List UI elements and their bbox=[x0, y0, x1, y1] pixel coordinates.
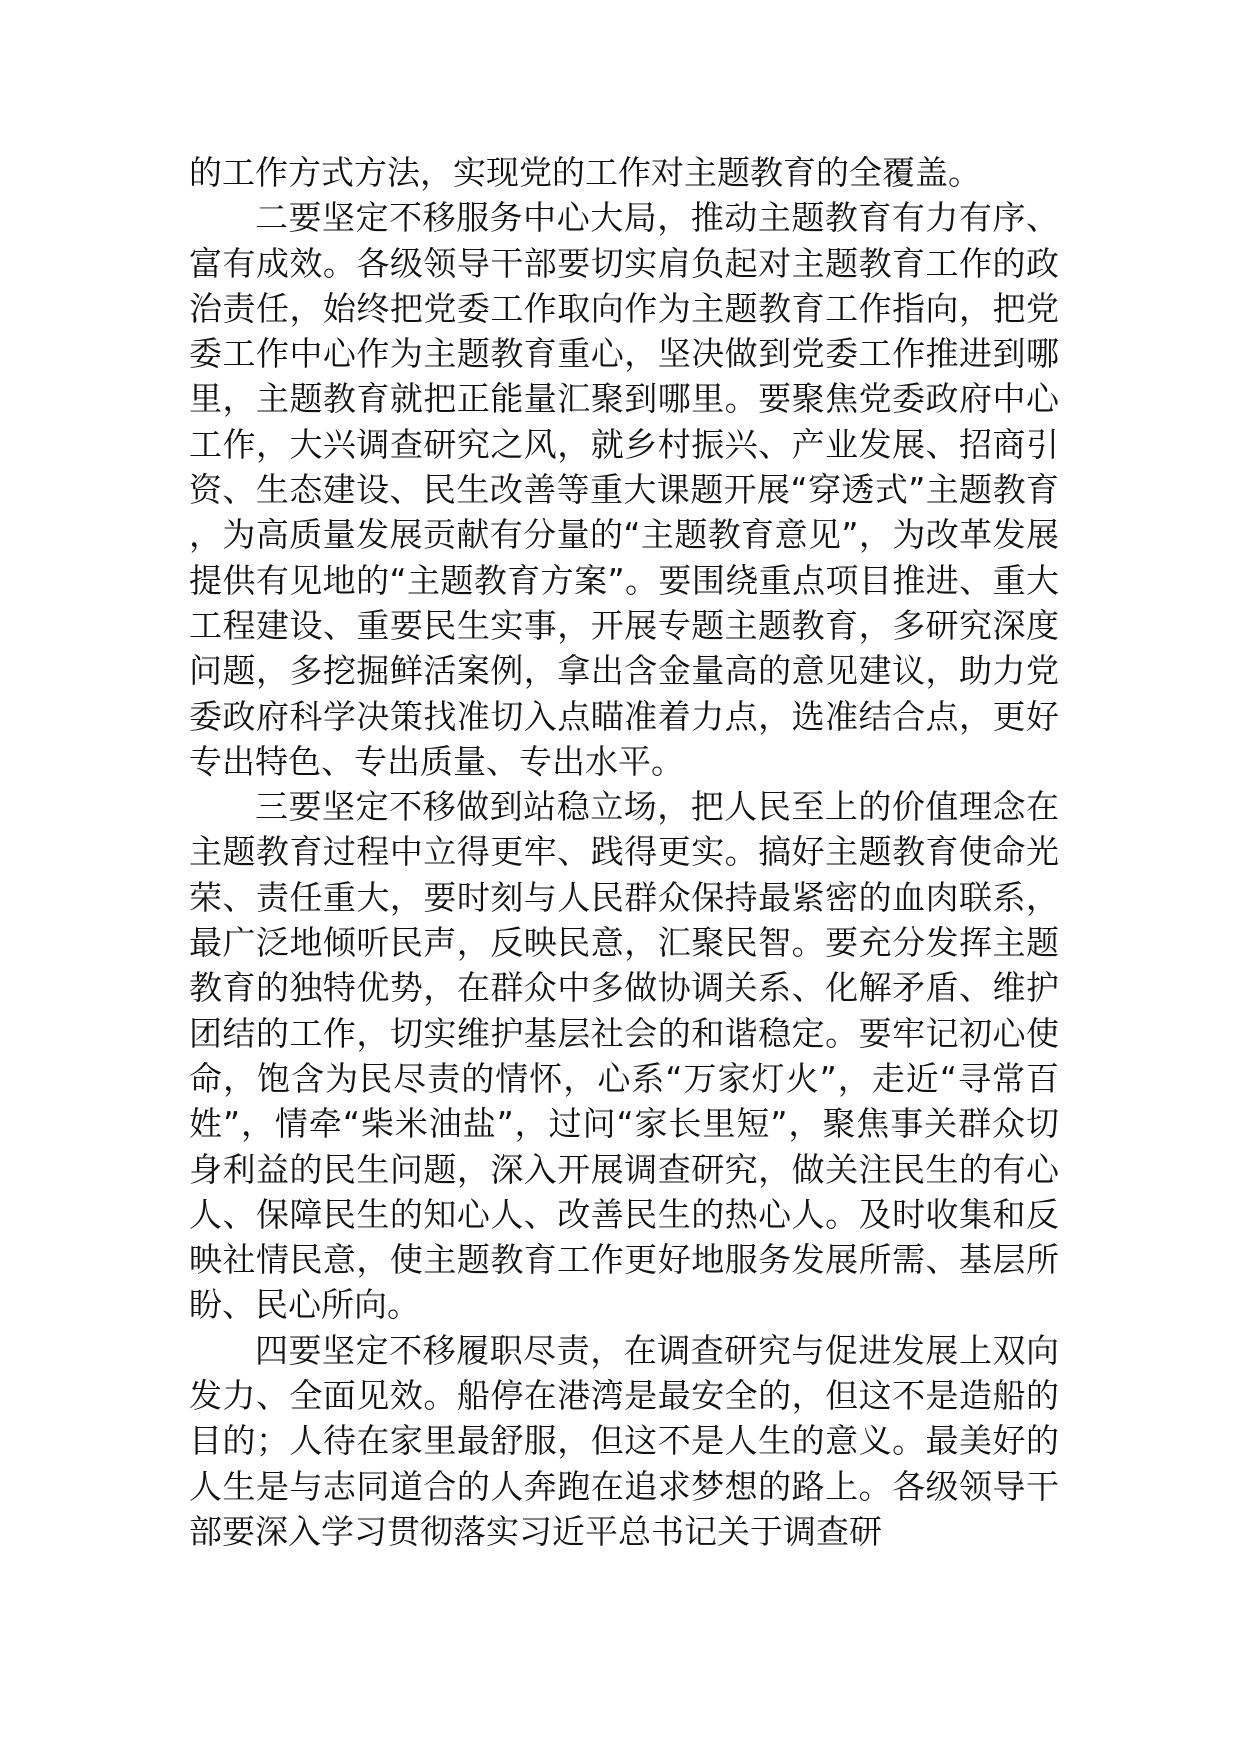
paragraph-1: 的工作方式方法，实现党的工作对主题教育的全覆盖。 bbox=[189, 153, 981, 192]
paragraph-4: 四要坚定不移履职尽责，在调查研究与促进发展上双向发力、全面见效。船停在港湾是最安全的，但这不是造船的目的；人待在家里最舒服，但这不是人生的意义。最美好的人生是与志同道合的人奔跑在追求梦想的路上。各级领导干部要深入学习贯彻落实习近平总书记关于调查研 bbox=[189, 1330, 1059, 1551]
document-body bbox=[189, 150, 1059, 1554]
paragraph-2: 二要坚定不移服务中心大局，推动主题教育有力有序、富有成效。各级领导干部要切实肩负起对主题教育工作的政治责任，始终把党委工作取向作为主题教育工作指向，把党委工作中心作为主题教育重心，坚决做到党委工作推进到哪里，主题教育就把正能量汇聚到哪里。要聚焦党委政府中心工作，大兴调查研究之风，就乡村振兴、产业发展、招商引资、生态建设、民生改善等重大课题开展“穿透式”主题教育，为高质量发展贡献有分量的“主题教育意见”，为改革发展提供有见地的“主题教育方案”。要围绕重点项目推进、重大工程建设、重要民生实事，开展专题主题教育，多研究深度问题，多挖掘鲜活案例，拿出含金量高的意见建议，助力党委政府科学决策找准切入点瞄准着力点，选准结合点，更好专出特色、专出质量、专出水平。 bbox=[189, 198, 1059, 781]
paragraph-3: 三要坚定不移做到站稳立场，把人民至上的价值理念在主题教育过程中立得更牢、践得更实。搞好主题教育使命光荣、责任重大，要时刻与人民群众保持最紧密的血肉联系，最广泛地倾听民声，反映民意，汇聚民智。要充分发挥主题教育的独特优势，在群众中多做协调关系、化解矛盾、维护团结的工作，切实维护基层社会的和谐稳定。要牢记初心使命，饱含为民尽责的情怀，心系“万家灯火”，走近“寻常百姓”，情牵“柴米油盐”，过问“家长里短”，聚焦事关群众切身利益的民生问题，深入开展调查研究，做关注民生的有心人、保障民生的知心人、改善民生的热心人。及时收集和反映社情民意，使主题教育工作更好地服务发展所需、基层所盼、民心所向。 bbox=[189, 787, 1059, 1325]
